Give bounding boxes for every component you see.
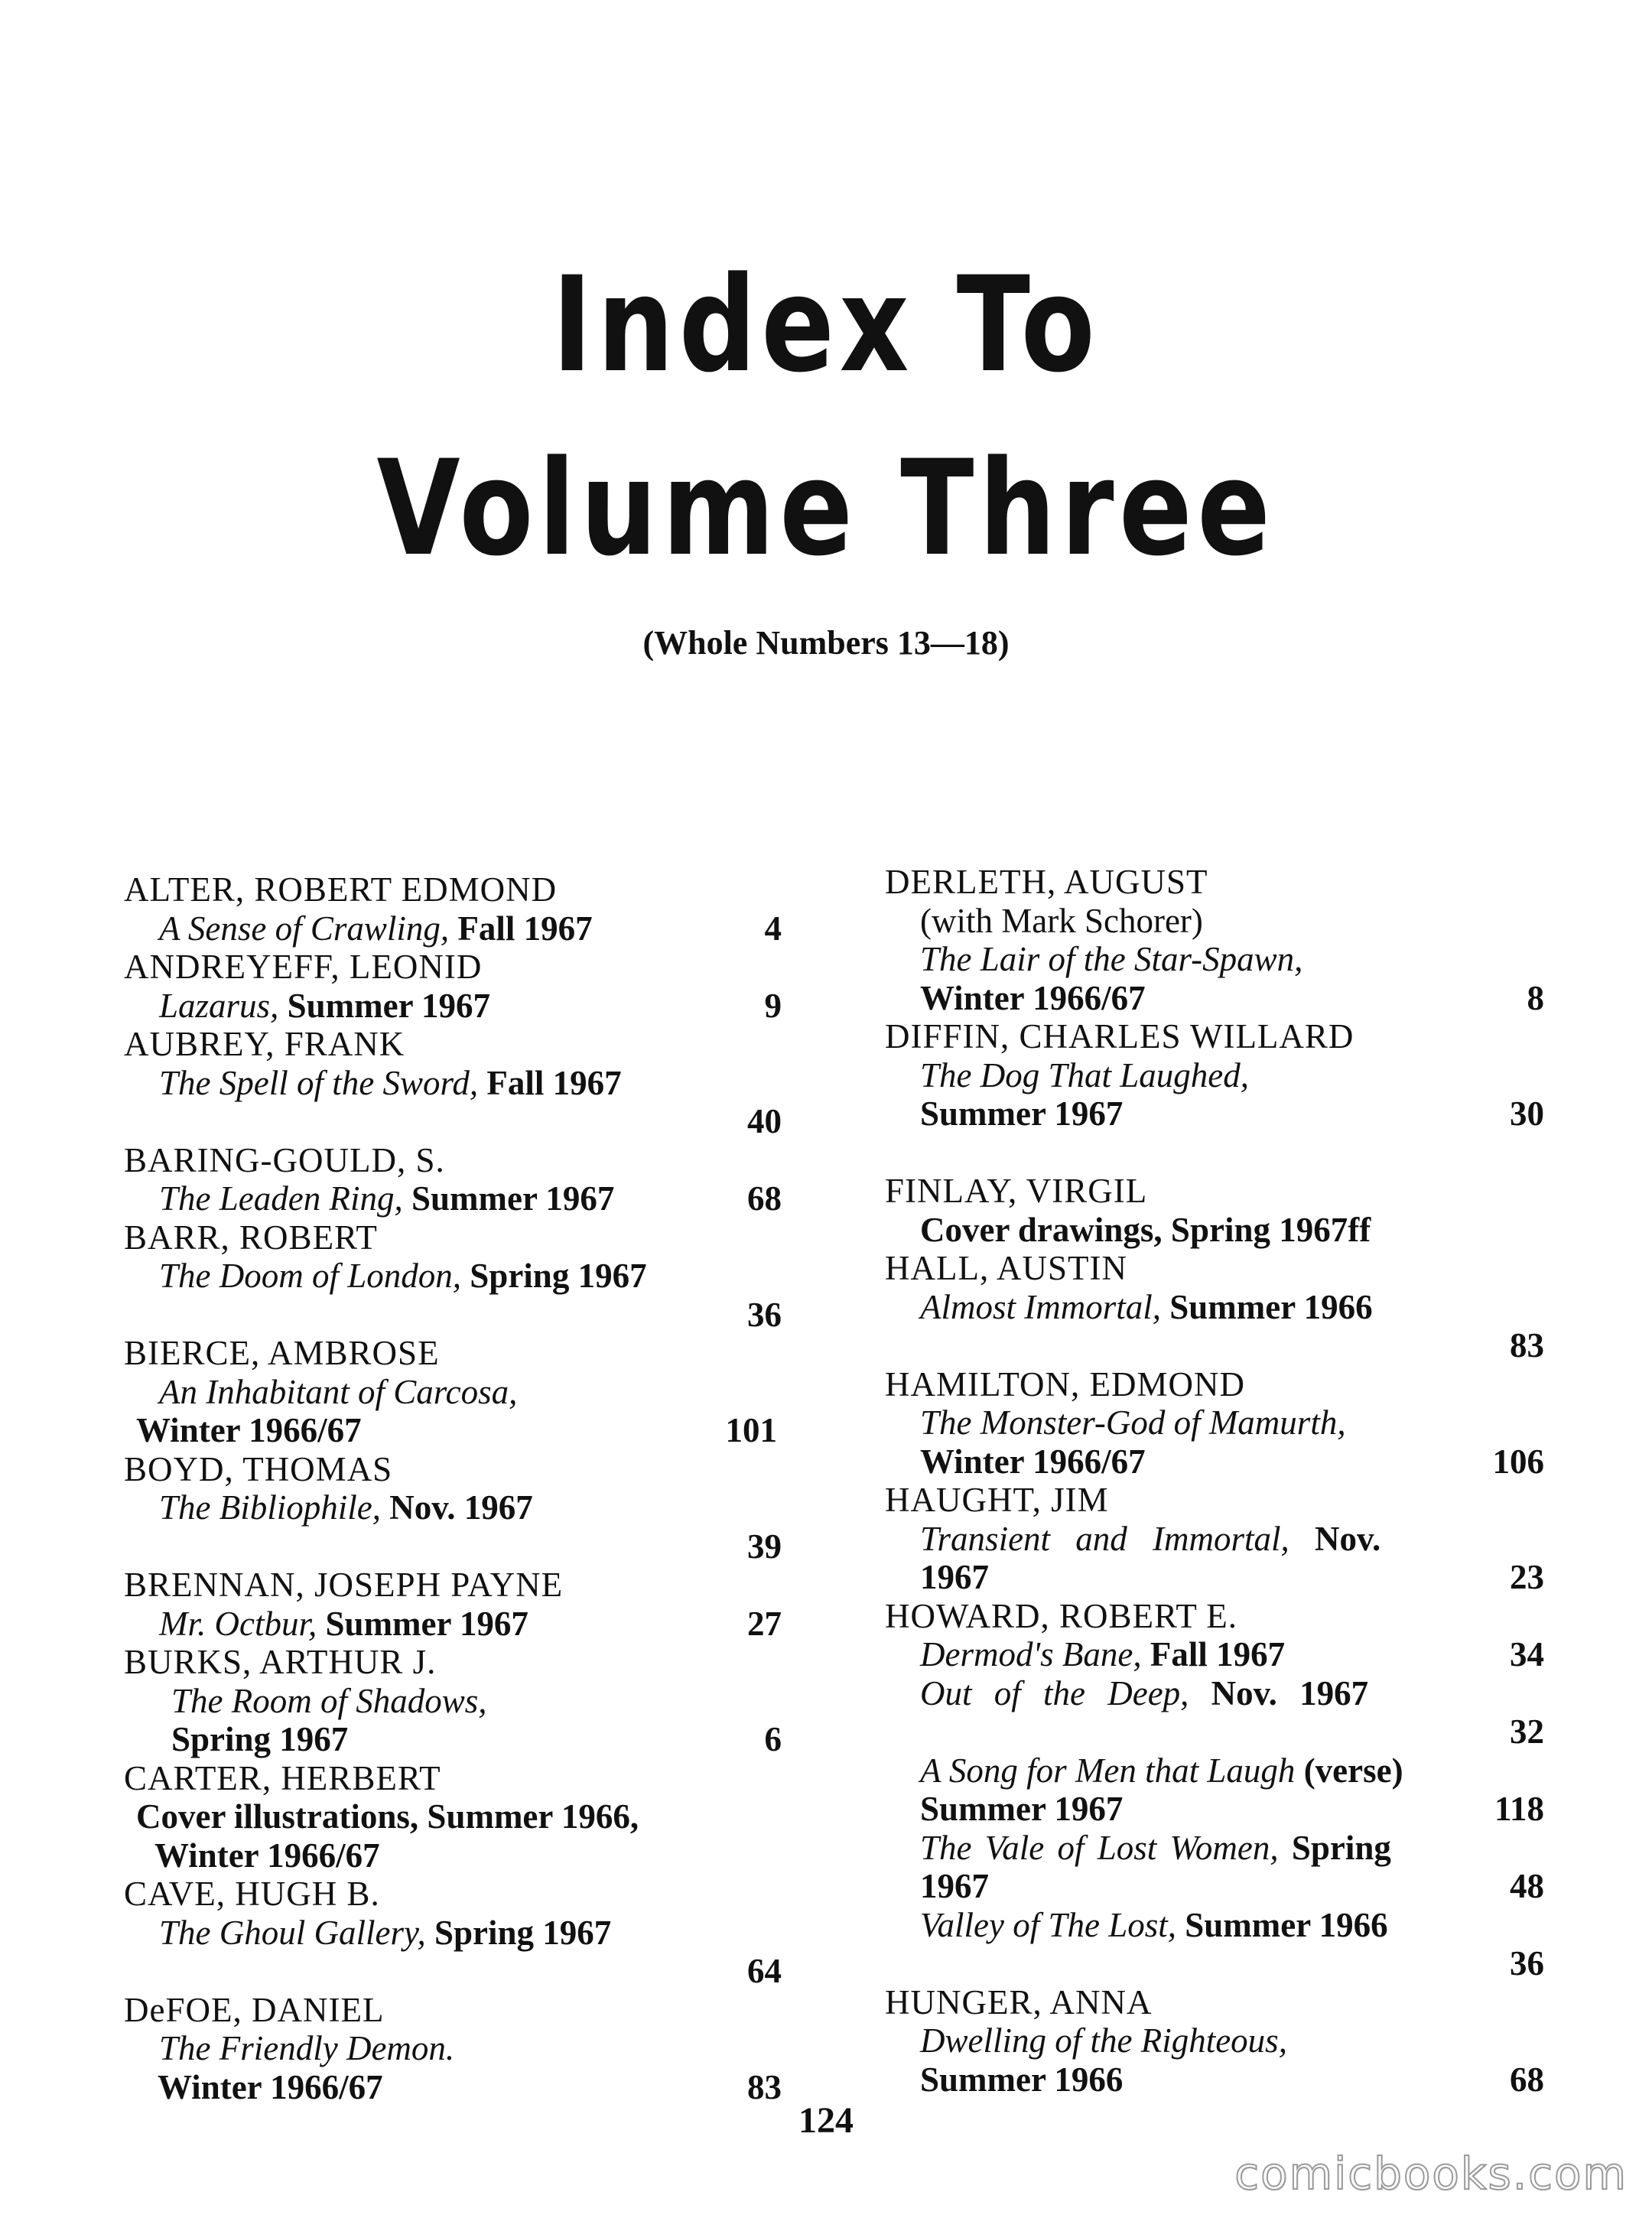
author-name: DIFFIN, CHARLES WILLARD <box>885 1017 1354 1055</box>
page-ref: 64 <box>747 1952 782 1990</box>
page-ref-line <box>885 1712 1544 1751</box>
author-name: BIERCE, AMBROSE <box>124 1334 440 1372</box>
index-entry <box>124 1179 782 1218</box>
index-entry <box>885 1403 1544 1442</box>
work-title: The Ghoul Gallery, <box>159 1913 426 1952</box>
index-entry <box>885 1211 1544 1250</box>
work-title: Dwelling of the Righteous, <box>920 2021 1287 2060</box>
work-title: The Doom of London, <box>159 1257 462 1295</box>
issue-date: Nov. <box>1289 1519 1381 1558</box>
index-entry <box>124 1411 782 1450</box>
author-name: BARR, ROBERT <box>124 1218 378 1257</box>
page-title-line-1: Index To <box>551 248 1101 402</box>
index-entry <box>885 902 1544 941</box>
issue-date: Summer 1967 <box>920 1790 1124 1828</box>
index-entry <box>885 1520 1544 1559</box>
author-name: DERLETH, AUGUST <box>885 863 1208 901</box>
page-ref-line <box>124 1296 782 1335</box>
page-ref: 68 <box>747 1179 782 1218</box>
page-ref: 101 <box>725 1411 777 1449</box>
index-entry <box>885 1867 1544 1906</box>
issue-date: Winter 1966/67 <box>158 2067 383 2106</box>
author-name: HUNGER, ANNA <box>885 1982 1153 2021</box>
issue-date: Winter 1966/67 <box>920 978 1146 1017</box>
author-name: HAMILTON, EDMOND <box>885 1364 1246 1403</box>
issue-date: 1967 <box>920 1867 989 1905</box>
index-entry <box>885 940 1544 979</box>
page-ref: 83 <box>1510 1326 1544 1364</box>
issue-date: Spring 1967 <box>171 1720 349 1758</box>
page-ref: 9 <box>764 986 782 1025</box>
index-column-left <box>124 870 782 2106</box>
work-title: The Bibliophile, <box>159 1488 381 1527</box>
index-entry <box>885 1674 1544 1713</box>
work-title: Mr. Octbur, <box>159 1604 317 1643</box>
author-name: HOWARD, ROBERT E. <box>885 1596 1237 1635</box>
work-title: The Friendly Demon. <box>159 2029 455 2067</box>
author-name: FINLAY, VIRGIL <box>885 1172 1148 1210</box>
page-ref-line <box>885 1326 1544 1365</box>
author-name: BARING-GOULD, S. <box>124 1140 445 1179</box>
issue-date: Fall 1967 <box>478 1063 622 1102</box>
issue-date: Summer 1966 <box>1176 1905 1388 1944</box>
page-number: 124 <box>798 2100 854 2141</box>
issue-date: Spring 1967 <box>461 1257 647 1295</box>
author-name: HALL, AUSTIN <box>885 1249 1127 1287</box>
page-ref: 23 <box>1510 1558 1544 1596</box>
issue-date: (verse) <box>1295 1751 1403 1790</box>
work-title: Out of the Deep, <box>920 1673 1189 1712</box>
author-name: BURKS, ARTHUR J. <box>124 1643 437 1681</box>
issue-date: Summer 1966 <box>1161 1287 1373 1326</box>
page-ref: 48 <box>1510 1867 1544 1905</box>
page-ref: 83 <box>747 2067 782 2106</box>
index-entry <box>885 1829 1544 1868</box>
index-entry <box>885 1442 1544 1481</box>
page-ref: 4 <box>764 909 782 948</box>
work-title: Dermod's Bane, <box>920 1635 1142 1673</box>
index-entry <box>885 1288 1544 1327</box>
issue-date: Summer 1966 <box>920 2060 1124 2099</box>
author-name: BRENNAN, JOSEPH PAYNE <box>124 1566 564 1604</box>
index-entry <box>124 1797 782 1836</box>
issue-date: Winter 1966/67 <box>154 1836 380 1875</box>
index-entry <box>885 1790 1544 1829</box>
watermark-logo: comicbooks.com <box>1234 2148 1628 2200</box>
work-title: The Leaden Ring, <box>159 1179 403 1218</box>
index-entry <box>124 1488 782 1527</box>
page-ref-line <box>885 1944 1544 1983</box>
issue-date: Nov. 1967 <box>1189 1673 1369 1712</box>
page-ref: 32 <box>1510 1712 1544 1751</box>
issue-date: Winter 1966/67 <box>136 1411 362 1449</box>
page-ref-line <box>124 1952 782 1991</box>
author-name: AUBREY, FRANK <box>124 1025 405 1063</box>
page-ref-line <box>124 1527 782 1566</box>
issue-date: Summer 1967 <box>402 1179 615 1218</box>
page-ref: 30 <box>1510 1094 1544 1133</box>
issue-date: Cover drawings, Spring 1967ff <box>920 1210 1371 1249</box>
author-name: ALTER, ROBERT EDMOND <box>124 870 558 909</box>
author-name: BOYD, THOMAS <box>124 1449 393 1488</box>
index-entry <box>124 1605 782 1644</box>
author-name: CAVE, HUGH B. <box>124 1875 380 1913</box>
issue-date: 1967 <box>920 1558 989 1596</box>
index-entry <box>124 2029 782 2068</box>
index-entry <box>124 1836 782 1875</box>
work-title: Valley of The Lost, <box>920 1905 1176 1944</box>
issue-date: Fall 1967 <box>449 909 593 948</box>
collaborator-note: (with Mark Schorer) <box>920 901 1203 940</box>
page-ref: 8 <box>1527 978 1544 1017</box>
issue-date: Summer 1967 <box>317 1604 528 1643</box>
index-entry <box>885 1906 1544 1945</box>
page-subtitle: (Whole Numbers 13—18) <box>642 624 1010 662</box>
work-title: The Spell of the Sword, <box>159 1063 479 1102</box>
page-ref: 40 <box>747 1102 782 1140</box>
issue-date: Spring <box>1278 1828 1391 1867</box>
index-entry <box>885 1558 1544 1597</box>
issue-date: Fall 1967 <box>1141 1635 1286 1673</box>
index-entry <box>124 1064 782 1103</box>
page-ref: 36 <box>747 1295 782 1334</box>
index-entry <box>885 2060 1544 2099</box>
index-entry <box>124 1373 782 1412</box>
page-ref: 106 <box>1492 1442 1544 1481</box>
issue-date: Cover illustrations, Summer 1966, <box>136 1797 639 1836</box>
page-ref: 118 <box>1494 1790 1544 1828</box>
work-title: A Song for Men that Laugh <box>920 1751 1296 1790</box>
page-title-line-2: Volume Three <box>376 431 1276 585</box>
page-ref: 68 <box>1510 2060 1544 2099</box>
index-entry <box>124 1682 782 1721</box>
work-title: The Monster-God of Mamurth, <box>920 1403 1346 1442</box>
work-title: Almost Immortal, <box>920 1287 1161 1326</box>
work-title: The Lair of the Star-Spawn, <box>920 940 1303 978</box>
page-ref: 39 <box>747 1527 782 1566</box>
work-title: The Room of Shadows, <box>171 1681 487 1720</box>
issue-date: Summer 1967 <box>278 986 490 1025</box>
author-name: HAUGHT, JIM <box>885 1481 1109 1519</box>
page-ref-line <box>124 1102 782 1141</box>
work-title: An Inhabitant of Carcosa, <box>159 1372 518 1411</box>
author-name: DeFOE, DANIEL <box>124 1990 385 2029</box>
page-ref: 36 <box>1510 1944 1544 1982</box>
work-title: The Dog That Laughed, <box>920 1055 1250 1094</box>
index-entry <box>885 2021 1544 2060</box>
index-column-right <box>885 863 1544 2099</box>
index-entry <box>885 1751 1544 1790</box>
issue-date: Spring 1967 <box>425 1913 612 1952</box>
work-title: Lazarus, <box>159 986 279 1025</box>
index-entry <box>124 1914 782 1953</box>
page-ref: 27 <box>747 1604 782 1643</box>
author-name: CARTER, HERBERT <box>124 1758 441 1797</box>
work-title: A Sense of Crawling, <box>159 909 450 948</box>
index-entry <box>124 1257 782 1296</box>
work-title: The Vale of Lost Women, <box>920 1828 1279 1867</box>
index-entry <box>885 1635 1544 1674</box>
page-ref: 6 <box>764 1720 782 1758</box>
index-entry <box>885 1056 1544 1095</box>
index-entry <box>124 987 782 1026</box>
author-name: ANDREYEFF, LEONID <box>124 948 483 986</box>
index-entry <box>885 979 1544 1018</box>
issue-date: Nov. 1967 <box>380 1488 533 1527</box>
index-entry <box>124 1720 782 1759</box>
spacer <box>885 1133 1544 1172</box>
work-title: Transient and Immortal, <box>920 1519 1289 1558</box>
issue-date: Summer 1967 <box>920 1094 1124 1133</box>
issue-date: Winter 1966/67 <box>920 1442 1146 1481</box>
index-entry <box>124 909 782 948</box>
index-entry <box>885 1094 1544 1133</box>
page-ref: 34 <box>1510 1635 1544 1673</box>
